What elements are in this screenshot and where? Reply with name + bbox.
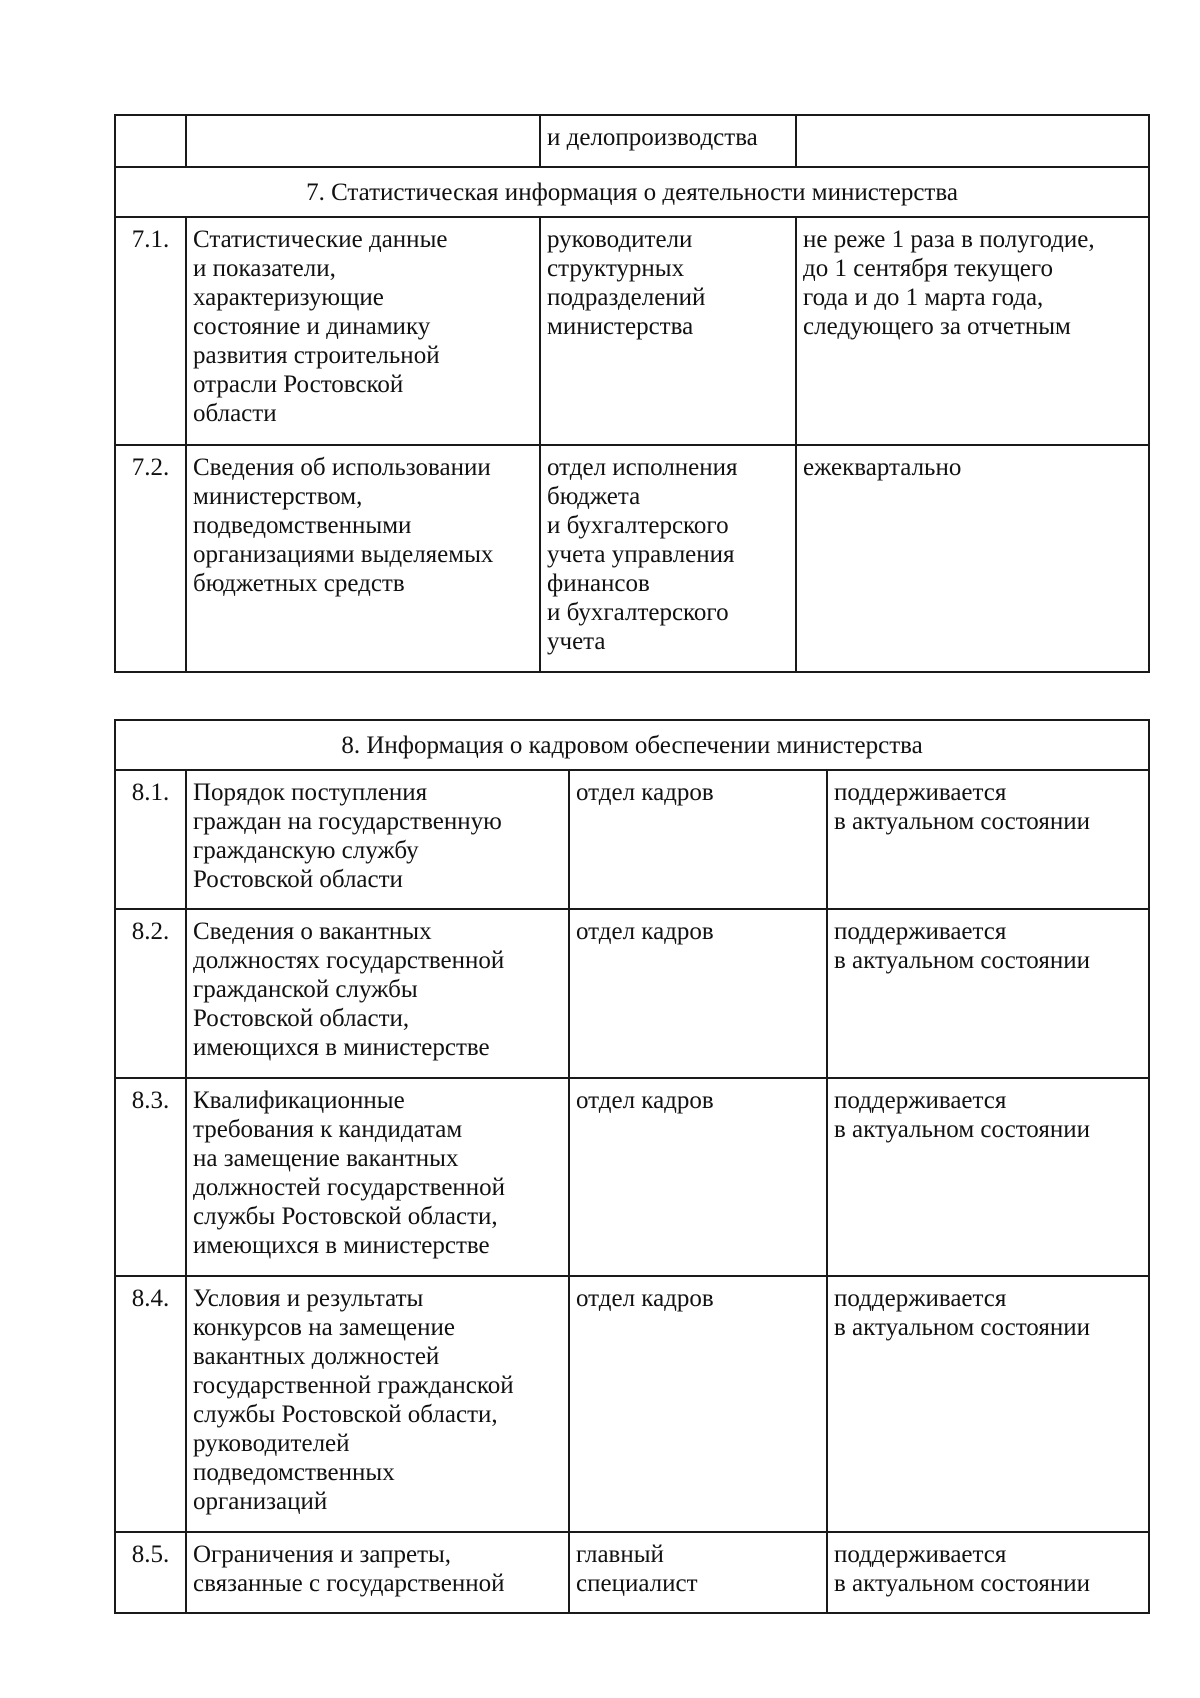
info-table-section-7: [114, 114, 1150, 673]
period-cell: [796, 115, 1149, 167]
responsible-cell: отдел кадров: [569, 1276, 827, 1532]
item-name-cell: Сведения о вакантных должностях государственной гражданской службы Ростовской области, имеющихся в министерстве: [186, 909, 569, 1078]
table-row: [115, 445, 1149, 672]
item-name-cell: [186, 115, 540, 167]
row-number-cell: 8.3.: [115, 1078, 186, 1276]
row-number-cell: [115, 115, 186, 167]
row-number-cell: 7.2.: [115, 445, 186, 672]
table-row: [115, 1532, 1149, 1613]
responsible-cell: отдел кадров: [569, 770, 827, 909]
table-row: [115, 770, 1149, 909]
row-number-cell: 8.4.: [115, 1276, 186, 1532]
table-row: [115, 909, 1149, 1078]
period-cell: не реже 1 раза в полугодие, до 1 сентября текущего года и до 1 марта года, следующего за отчетным: [796, 217, 1149, 445]
period-cell: поддерживается в актуальном состоянии: [827, 909, 1149, 1078]
table-row: [115, 217, 1149, 445]
table-row: [115, 1276, 1149, 1532]
period-cell: ежеквартально: [796, 445, 1149, 672]
responsible-cell: отдел исполнения бюджета и бухгалтерского учета управления финансов и бухгалтерского учета: [540, 445, 796, 672]
period-cell: поддерживается в актуальном состоянии: [827, 1276, 1149, 1532]
period-cell: поддерживается в актуальном состоянии: [827, 1078, 1149, 1276]
section-7-title: 7. Статистическая информация о деятельности министерства: [115, 167, 1149, 217]
item-name-cell: Квалификационные требования к кандидатам на замещение вакантных должностей государственной службы Ростовской области, имеющихся в министерстве: [186, 1078, 569, 1276]
item-name-cell: Сведения об использовании министерством, подведомственными организациями выделяемых бюджетных средств: [186, 445, 540, 672]
item-name-cell: Условия и результаты конкурсов на замещение вакантных должностей государственной гражданской службы Ростовской области, руководителей подведомственных организаций: [186, 1276, 569, 1532]
section-8-title: 8. Информация о кадровом обеспечении министерства: [115, 720, 1149, 770]
responsible-cell: и делопроизводства: [540, 115, 796, 167]
row-number-cell: 7.1.: [115, 217, 186, 445]
responsible-cell: отдел кадров: [569, 1078, 827, 1276]
item-name-cell: Статистические данные и показатели, характеризующие состояние и динамику развития строительной отрасли Ростовской области: [186, 217, 540, 445]
section-header-row: [115, 720, 1149, 770]
item-name-cell: Ограничения и запреты, связанные с государственной: [186, 1532, 569, 1613]
responsible-cell: главный специалист: [569, 1532, 827, 1613]
table-row-continuation: [115, 115, 1149, 167]
info-table-section-8: [114, 719, 1150, 1614]
row-number-cell: 8.5.: [115, 1532, 186, 1613]
period-cell: поддерживается в актуальном состоянии: [827, 1532, 1149, 1613]
section-header-row: [115, 167, 1149, 217]
responsible-cell: руководители структурных подразделений министерства: [540, 217, 796, 445]
row-number-cell: 8.2.: [115, 909, 186, 1078]
row-number-cell: 8.1.: [115, 770, 186, 909]
table-row: [115, 1078, 1149, 1276]
period-cell: поддерживается в актуальном состоянии: [827, 770, 1149, 909]
item-name-cell: Порядок поступления граждан на государственную гражданскую службу Ростовской области: [186, 770, 569, 909]
responsible-cell: отдел кадров: [569, 909, 827, 1078]
